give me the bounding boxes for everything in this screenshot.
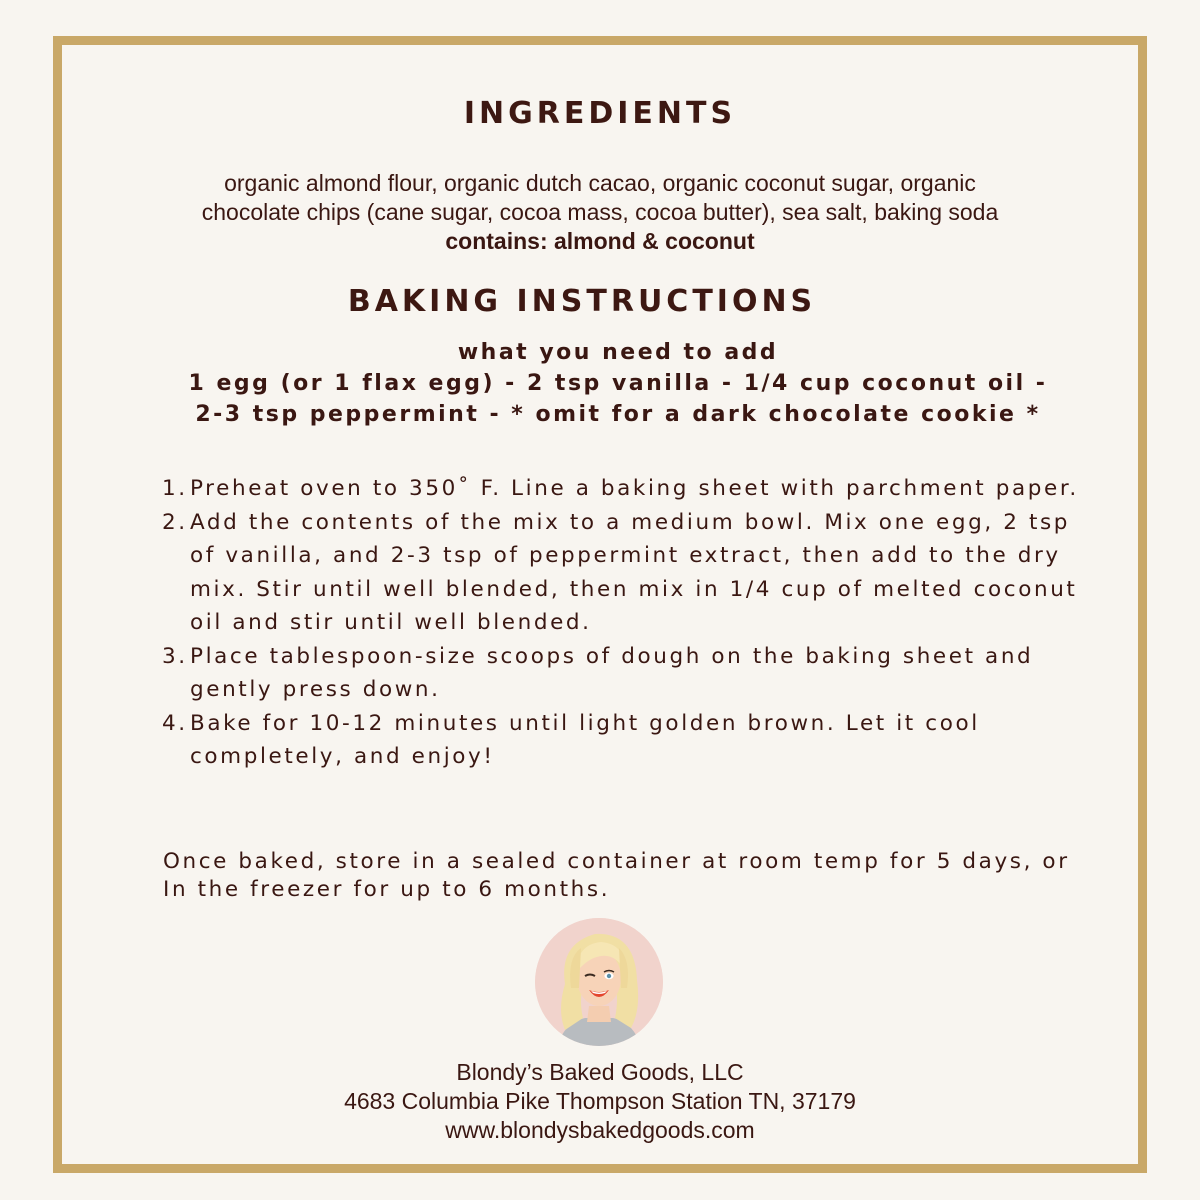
ingredients-line-2: chocolate chips (cane sugar, cocoa mass, cocoa butter), sea salt, baking soda <box>201 199 999 225</box>
what-you-need-line-2: 2-3 tsp peppermint - * omit for a dark chocolate cookie * <box>195 402 1041 427</box>
step-item <box>160 472 1090 506</box>
step-item <box>160 506 1090 640</box>
step-item <box>160 640 1090 707</box>
what-you-need-line-1: 1 egg (or 1 flax egg) - 2 tsp vanilla - 1/4 cup coconut oil - <box>188 371 1048 396</box>
step-text: Bake for 10-12 minutes until light golden brown. Let it cool completely, and enjoy! <box>190 710 980 769</box>
step-number: 2. <box>162 509 188 535</box>
allergen-contains: contains: almond & coconut <box>445 228 755 254</box>
step-text: Add the contents of the mix to a medium bowl. Mix one egg, 2 tsp of vanilla, and 2-3 tsp of peppermint extract, then add to the dry mix. Stir until well blended, then mix in 1/4 cup of melted coconut oil and stir until well blended. <box>190 509 1078 635</box>
company-footer <box>0 1058 1200 1145</box>
storage-note: Once baked, store in a sealed container at room temp for 5 days, or In the freezer for up to 6 months. <box>163 849 1070 902</box>
step-text: Place tablespoon-size scoops of dough on the baking sheet and gently press down. <box>190 643 1034 702</box>
company-address: 4683 Columbia Pike Thompson Station TN, 37179 <box>344 1088 856 1114</box>
company-name: Blondy’s Baked Goods, LLC <box>456 1059 744 1085</box>
company-website-link[interactable]: www.blondysbakedgoods.com <box>445 1117 755 1143</box>
founder-avatar-illustration <box>535 918 663 1046</box>
baking-instructions-heading: BAKING INSTRUCTIONS <box>347 284 817 319</box>
step-text: Preheat oven to 350˚ F. Line a baking sheet with parchment paper. <box>190 476 1079 501</box>
avatar-icon <box>535 918 663 1046</box>
what-you-need-block <box>18 337 1200 430</box>
step-item <box>160 707 1090 774</box>
what-you-need-heading: what you need to add <box>457 340 779 365</box>
ingredients-line-1: organic almond flour, organic dutch cacao, organic coconut sugar, organic <box>224 170 976 196</box>
ingredients-heading: INGREDIENTS <box>463 96 737 131</box>
step-number: 4. <box>162 710 188 736</box>
ingredients-list <box>0 169 1200 256</box>
step-number: 1. <box>162 476 188 501</box>
step-number: 3. <box>162 643 188 669</box>
instruction-steps <box>160 472 1090 774</box>
